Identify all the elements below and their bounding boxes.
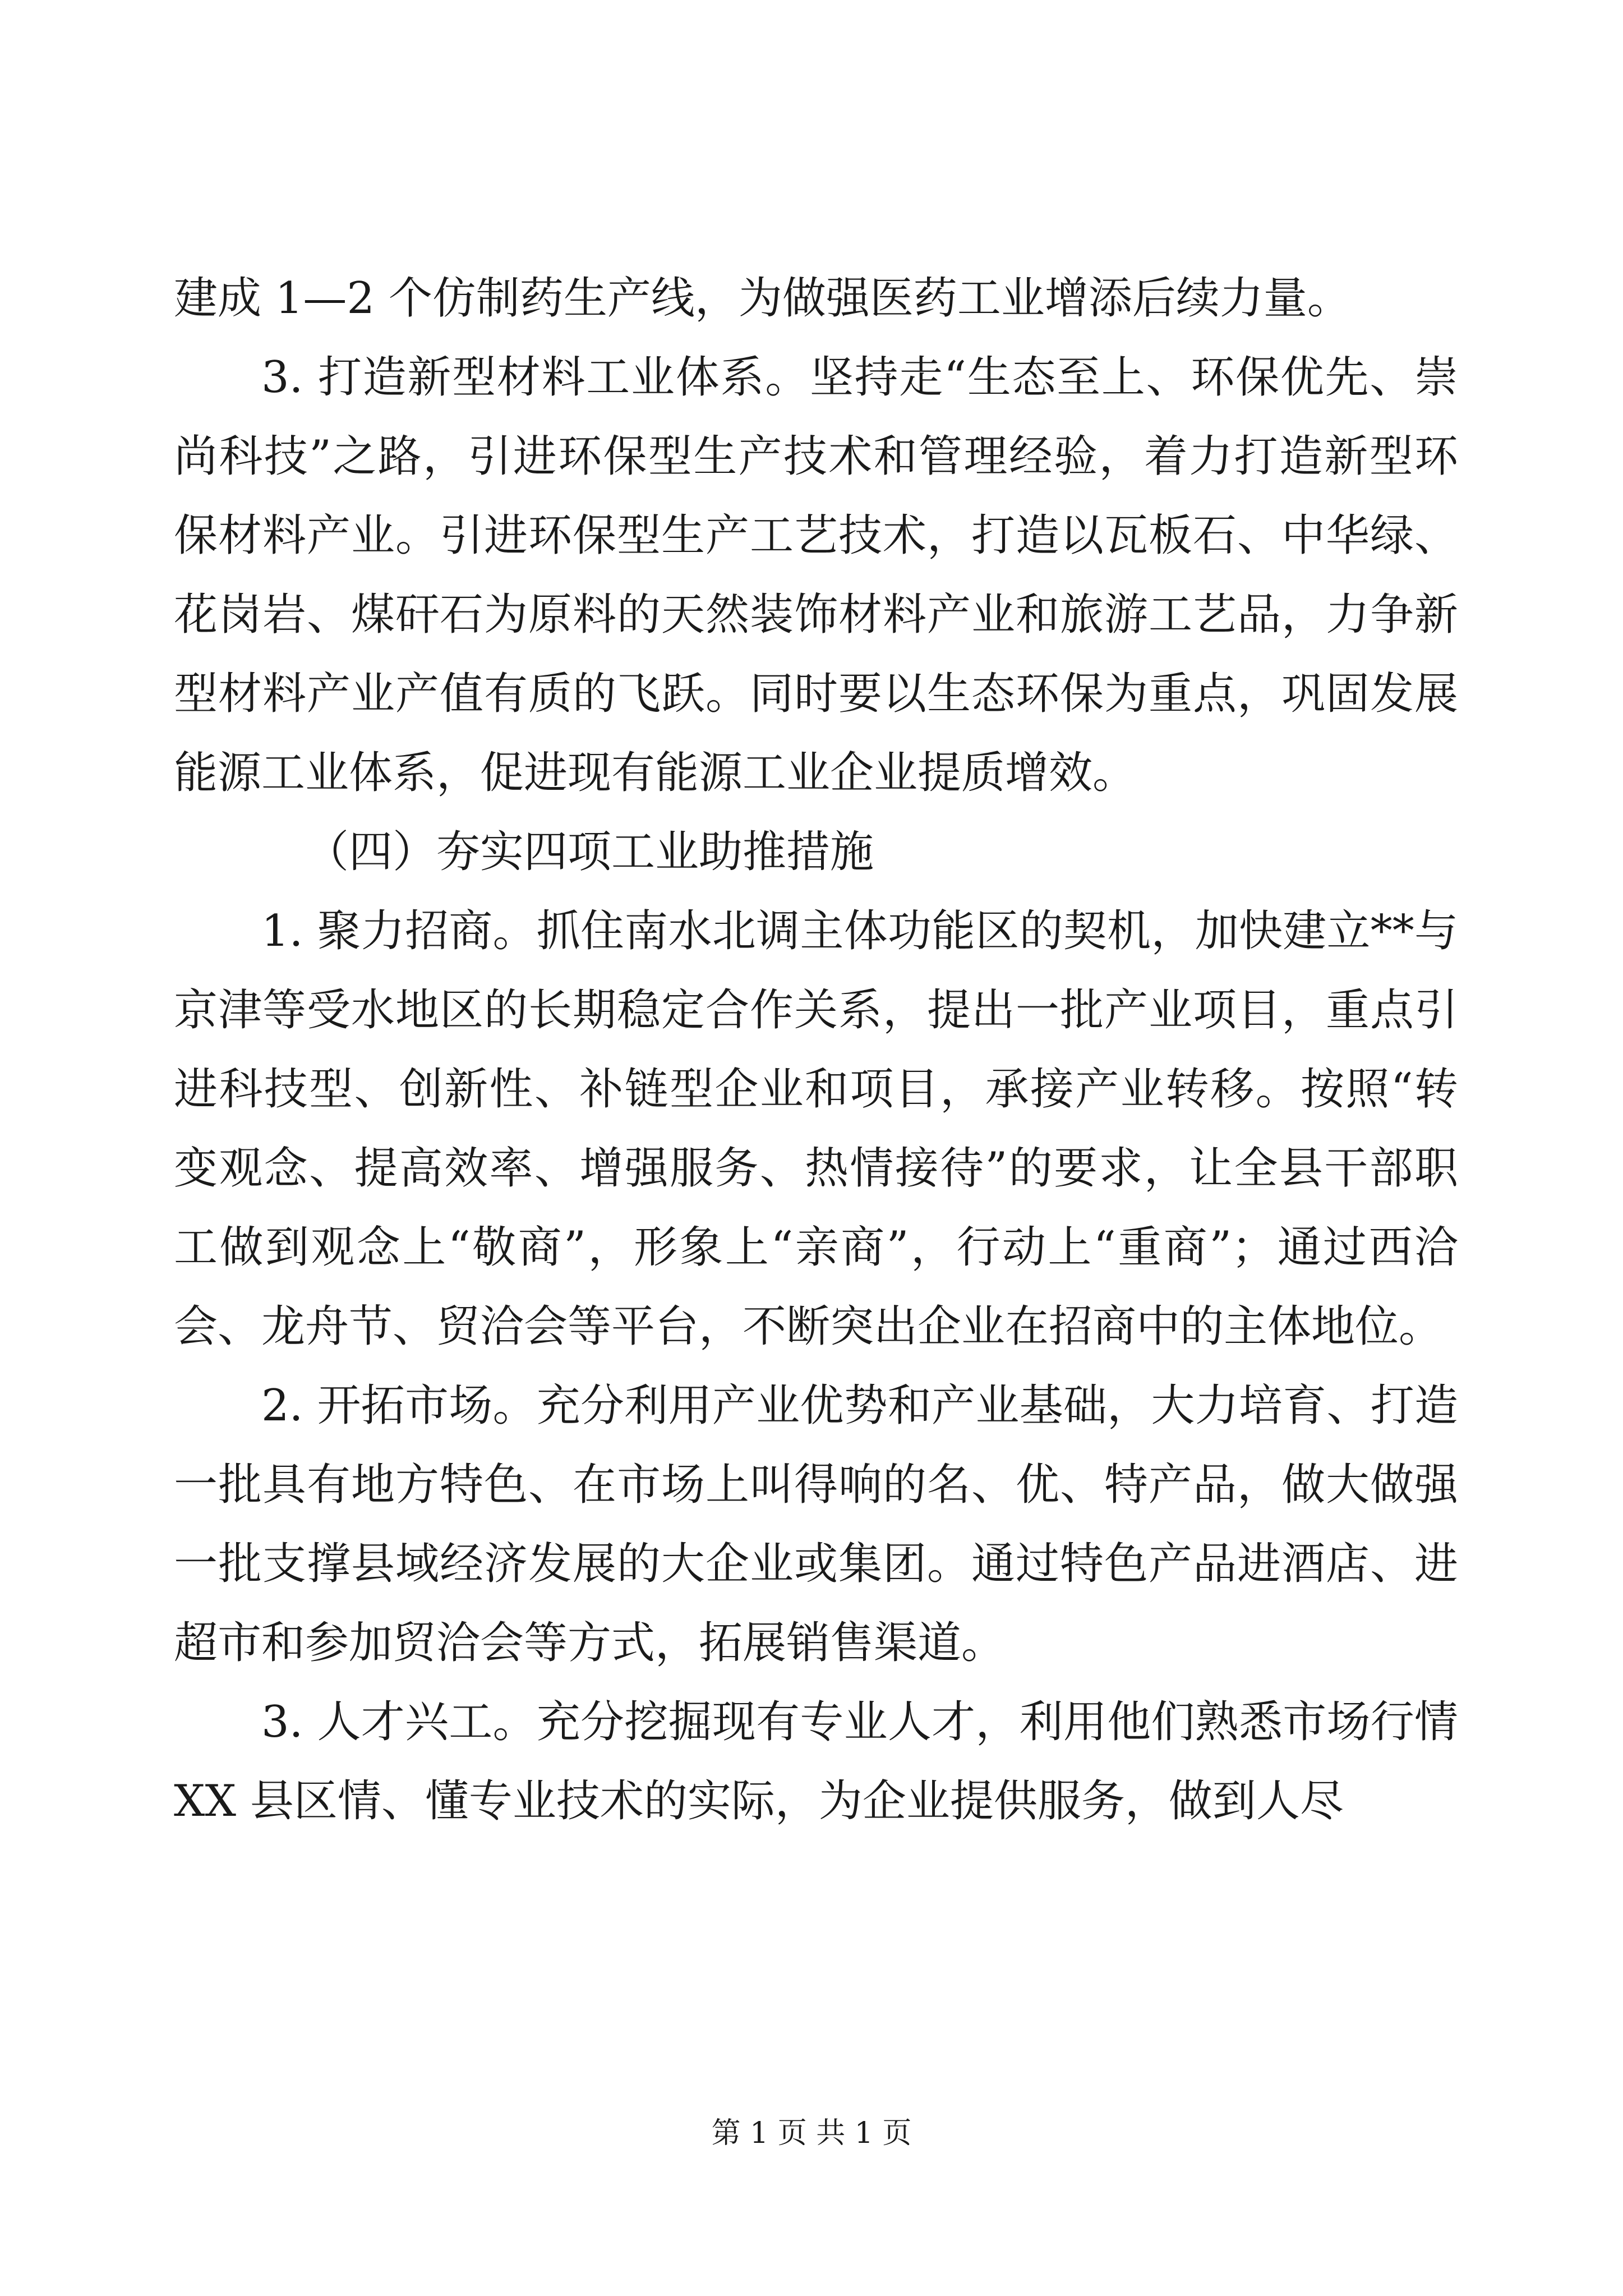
paragraph-talent: 3. 人才兴工。充分挖掘现有专业人才，利用他们熟悉市场行情 XX 县区情、懂专业技术的实际，为企业提供服务，做到人尽 — [174, 1697, 1458, 1826]
paragraph-new-materials: 3. 打造新型材料工业体系。坚持走“生态至上、环保优先、崇尚科技”之路，引进环保型生产技术和管理经验，着力打造新型环保材料产业。引进环保型生产工艺技术，打造以瓦板石、中华绿、花岗岩、煤矸石为原料的天然装饰材料产业和旅游工艺品，力争新型材料产业产值有质的飞跃。同时要以生态环保为重点，巩固发展能源工业体系，促进现有能源工业企业提质增效。 — [174, 352, 1458, 798]
paragraph-continuation: 建成 1—2 个仿制药生产线，为做强医药工业增添后续力量。 — [174, 273, 1351, 324]
page-footer: 第 1 页 共 1 页 — [711, 2116, 912, 2150]
paragraph-market: 2. 开拓市场。充分利用产业优势和产业基础，大力培育、打造一批具有地方特色、在市场上叫得响的名、优、特产品，做大做强一批支撑县域经济发展的大企业或集团。通过特色产品进酒店、进超市和参加贸洽会等方式，拓展销售渠道。 — [174, 1381, 1458, 1668]
document-body — [174, 259, 1458, 1841]
paragraph-investment: 1. 聚力招商。抓住南水北调主体功能区的契机，加快建立**与京津等受水地区的长期稳定合作关系，提出一批产业项目，重点引进科技型、创新性、补链型企业和项目，承接产业转移。按照“转变观念、提高效率、增强服务、热情接待”的要求，让全县干部职工做到观念上“敬商”，形象上“亲商”，行动上“重商”；通过西洽会、龙舟节、贸洽会等平台，不断突出企业在招商中的主体地位。 — [174, 906, 1458, 1352]
section-heading-four-measures: （四）夯实四项工业助推措施 — [305, 827, 874, 877]
